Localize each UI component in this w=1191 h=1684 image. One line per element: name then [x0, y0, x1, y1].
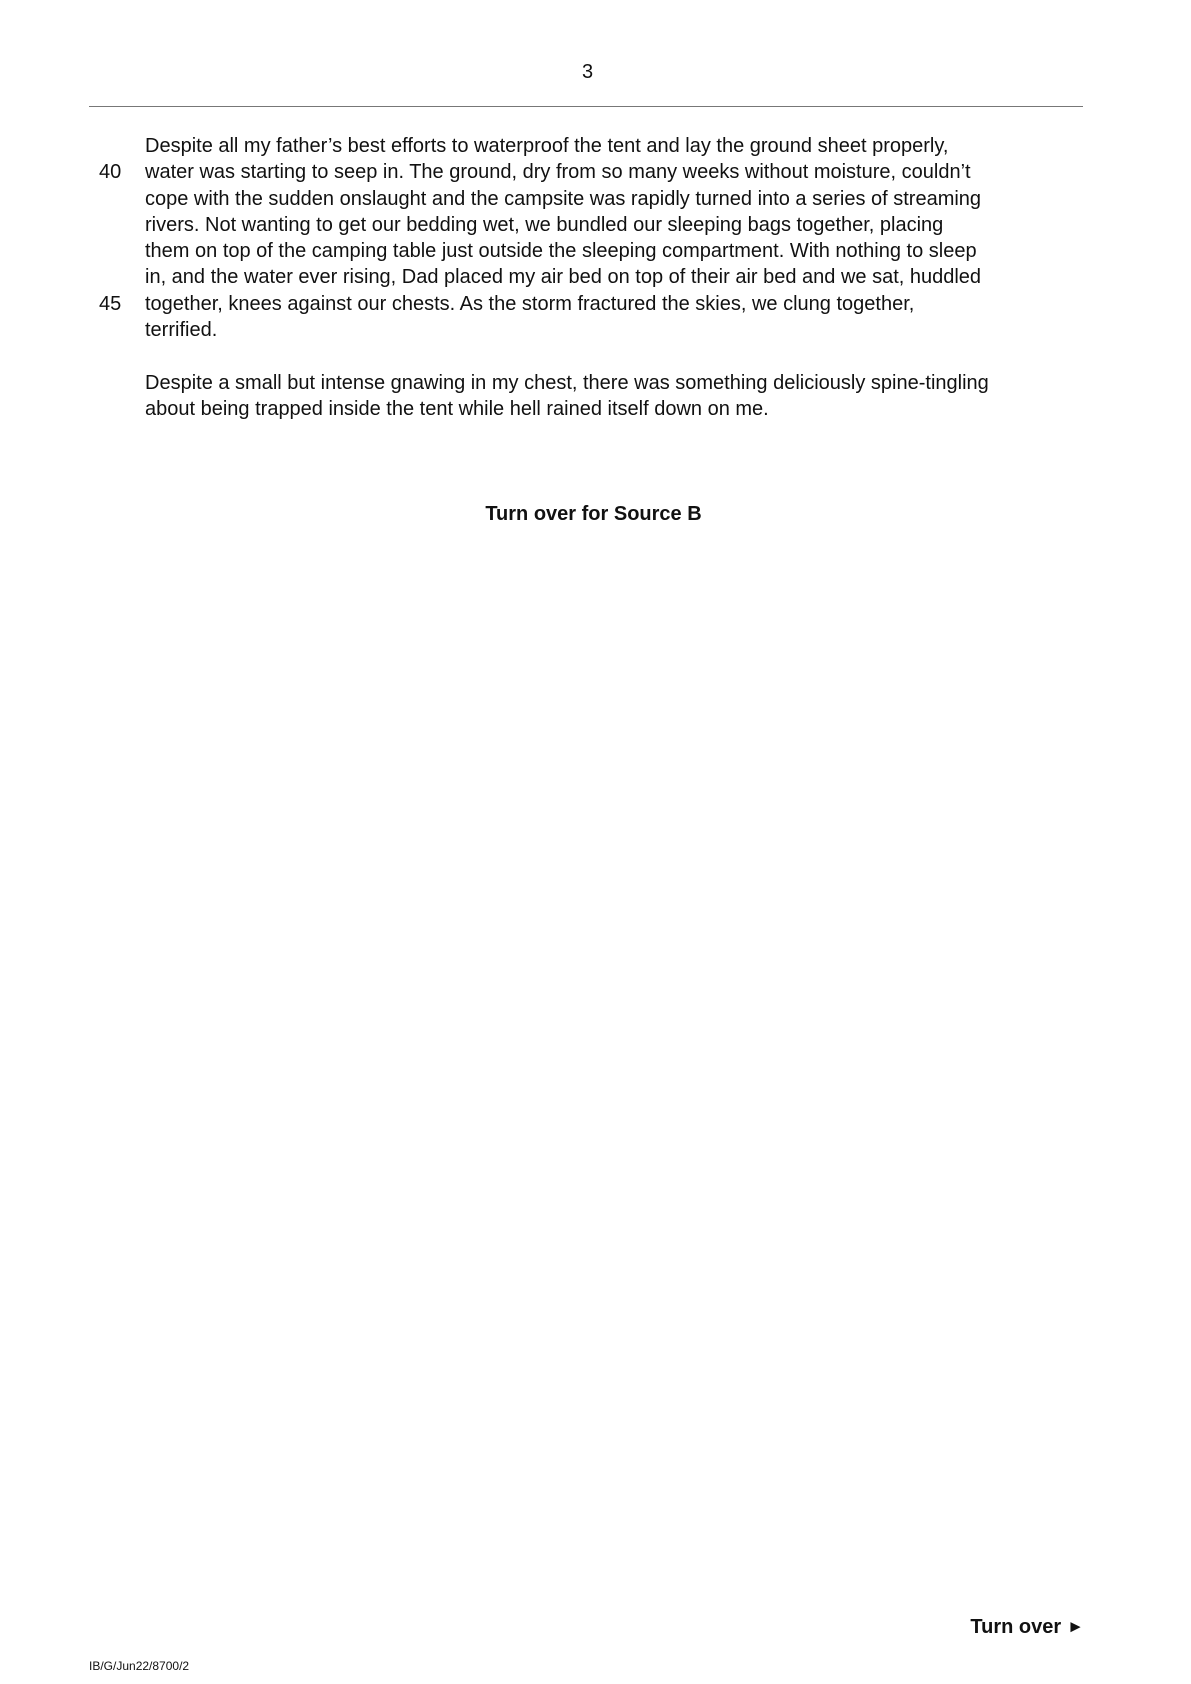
header-divider [89, 106, 1083, 107]
line-text: water was starting to seep in. The ground, dry from so many weeks without moisture, couldn’t [145, 161, 971, 184]
turn-over-for-source-b [0, 502, 1191, 526]
turn-over-indicator [970, 1615, 1084, 1640]
passage-line [145, 186, 1095, 212]
turn-over-label: Turn over [970, 1616, 1062, 1638]
line-number: 45 [99, 292, 122, 315]
passage-line [145, 264, 1095, 290]
line-text: in, and the water ever rising, Dad placed my air bed on top of their air bed and we sat, huddled [145, 266, 982, 289]
page-number [0, 60, 1191, 84]
passage-line [145, 317, 1095, 343]
passage-line [145, 238, 1095, 264]
line-text: rivers. Not wanting to get our bedding wet, we bundled our sleeping bags together, placing [145, 213, 944, 236]
page-number-text: 3 [581, 61, 594, 83]
line-text: them on top of the camping table just outside the sleeping compartment. With nothing to sleep [145, 240, 977, 263]
passage-line [99, 291, 1095, 317]
line-text: together, knees against our chests. As the storm fractured the skies, we clung together, [145, 292, 915, 315]
paragraph-gap [145, 343, 1095, 369]
turn-over-source-text: Turn over for Source B [485, 503, 702, 525]
passage-line [145, 212, 1095, 238]
passage-line [99, 159, 1095, 185]
line-text: terrified. [145, 319, 218, 342]
line-text: Despite a small but intense gnawing in my chest, there was something deliciously spine-tingling [145, 371, 989, 394]
line-text: cope with the sudden onslaught and the campsite was rapidly turned into a series of streaming [145, 187, 982, 210]
document-code: IB/G/Jun22/8700/2 [89, 1659, 190, 1673]
line-number: 40 [99, 161, 122, 184]
line-text: Despite all my father’s best efforts to waterproof the tent and lay the ground sheet properly, [145, 135, 949, 157]
passage-line [145, 370, 1095, 396]
paragraph-1 [99, 133, 1095, 343]
passage-line [145, 133, 1095, 159]
passage-line [145, 396, 1095, 422]
line-text: about being trapped inside the tent while hell rained itself down on me. [145, 397, 769, 420]
right-arrow-icon: ► [1067, 1617, 1084, 1636]
source-passage [99, 133, 1095, 422]
paragraph-2 [145, 370, 1095, 423]
